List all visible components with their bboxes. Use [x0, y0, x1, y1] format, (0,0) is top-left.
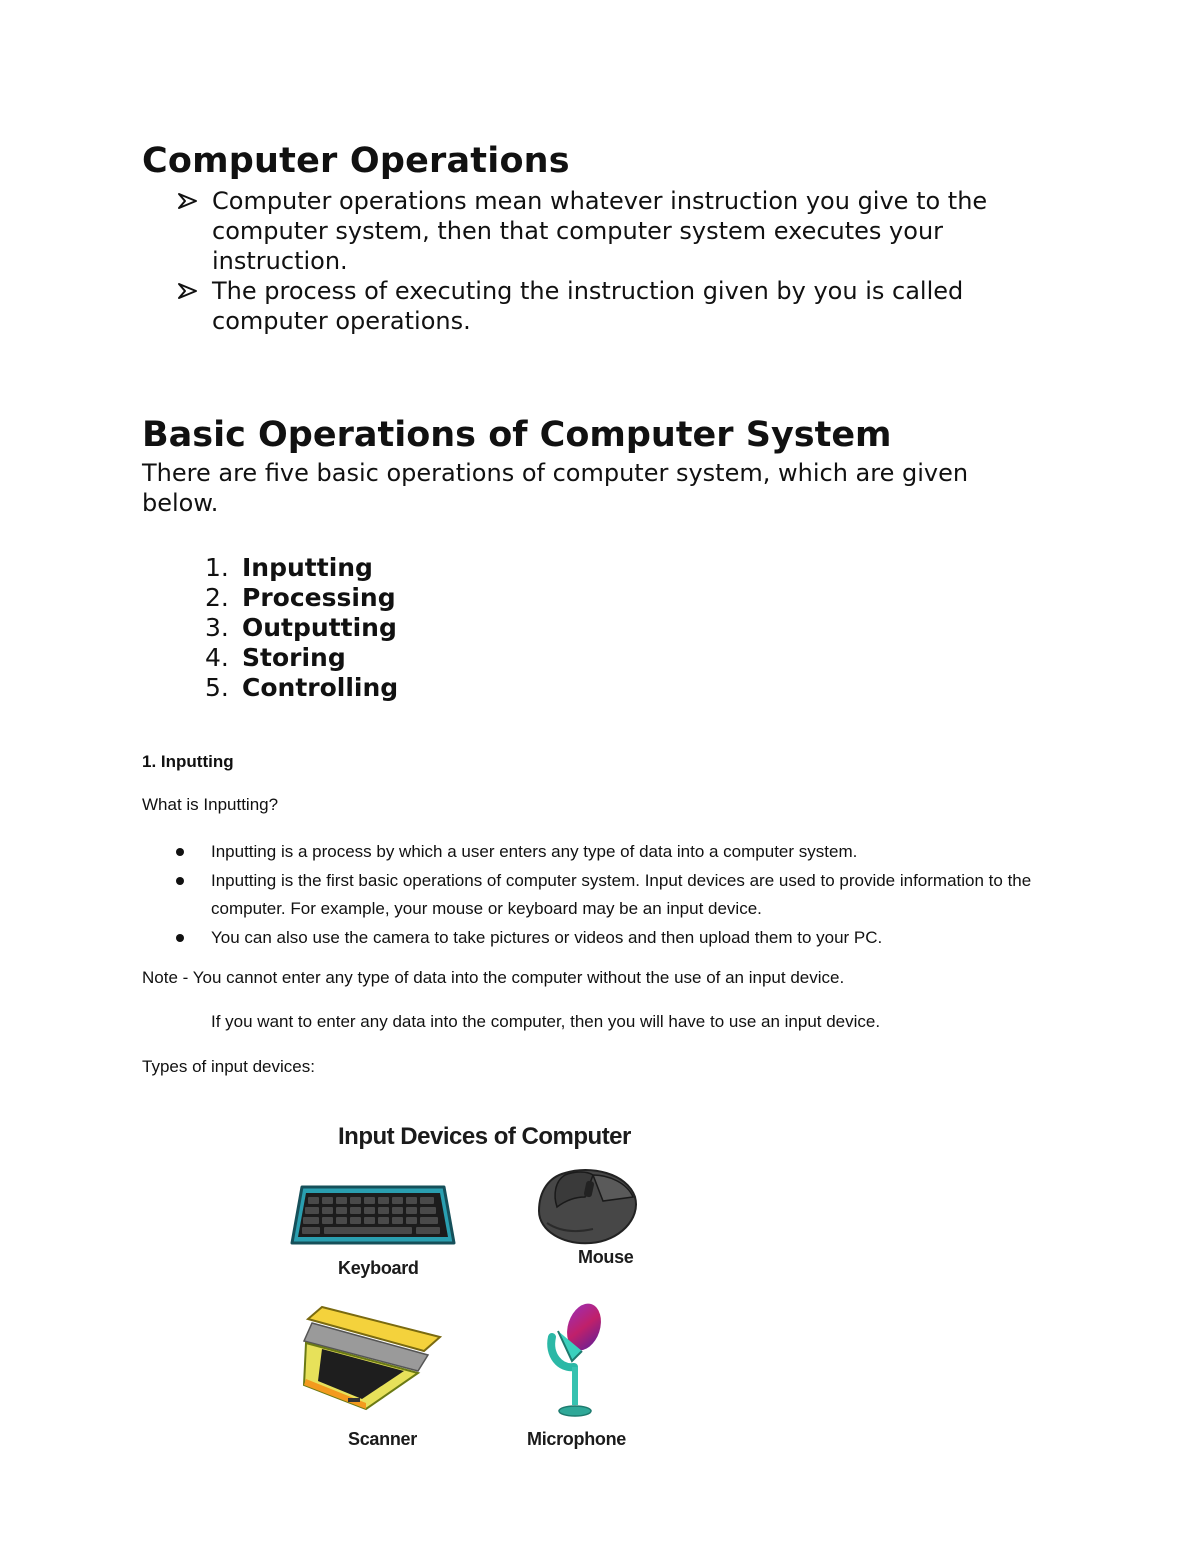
scanner-icon — [300, 1301, 445, 1411]
item-number: 3. — [205, 613, 229, 642]
item-label: Controlling — [242, 673, 399, 702]
item-label: Processing — [242, 583, 396, 612]
question-text: What is Inputting? — [142, 795, 279, 814]
bullet-dot-icon — [176, 877, 184, 885]
bullet-dot-icon — [176, 848, 184, 856]
list-item-text: Computer operations mean whatever instruction you give to the computer system, then that computer system executes your instruction. — [212, 187, 988, 275]
operations-list — [205, 553, 398, 703]
mouse-icon — [535, 1167, 640, 1247]
note-continuation: If you want to enter any data into the computer, then you will have to use an input device. — [211, 1012, 881, 1031]
list-item — [205, 673, 398, 703]
list-item — [176, 186, 1076, 276]
list-item — [205, 583, 398, 613]
item-number: 2. — [205, 583, 229, 612]
list-item — [205, 643, 398, 673]
types-label: Types of input devices: — [142, 1057, 315, 1076]
figure-title: Input Devices of Computer — [338, 1123, 631, 1150]
arrow-bullet-icon — [176, 276, 200, 306]
section-intro: There are five basic operations of computer system, which are given below. — [142, 459, 969, 517]
list-item-text: You can also use the camera to take pictures or videos and then upload them to your PC. — [211, 927, 883, 947]
list-item — [205, 613, 398, 643]
input-devices-figure — [280, 1115, 680, 1465]
list-item-text: Inputting is the first basic operations of computer system. Input devices are used to provide information to the computer. For example, your mouse or keyboard may be an input device. — [211, 870, 1032, 918]
microphone-label: Microphone — [527, 1429, 626, 1449]
inputting-bullets — [174, 838, 1054, 952]
item-label: Outputting — [242, 613, 397, 642]
item-number: 1. — [205, 553, 229, 582]
list-item — [176, 276, 1076, 336]
item-label: Inputting — [242, 553, 373, 582]
list-item-text: The process of executing the instruction given by you is called computer operations. — [212, 277, 964, 335]
list-item — [174, 838, 1054, 867]
note-text: Note - You cannot enter any type of data into the computer without the use of an input device. — [142, 968, 845, 987]
bullet-dot-icon — [176, 934, 184, 942]
item-number: 4. — [205, 643, 229, 672]
keyboard-label: Keyboard — [338, 1258, 419, 1278]
list-item-text: Inputting is a process by which a user enters any type of data into a computer system. — [211, 842, 858, 861]
item-label: Storing — [242, 643, 346, 672]
keyboard-icon — [288, 1183, 458, 1253]
list-item — [174, 924, 1054, 953]
list-item — [205, 553, 398, 583]
microphone-icon — [542, 1301, 607, 1423]
item-number: 5. — [205, 673, 229, 702]
mouse-label: Mouse — [578, 1247, 634, 1267]
list-item — [174, 867, 1054, 924]
page-title: Computer Operations — [142, 141, 570, 181]
arrow-bullet-icon — [176, 186, 200, 216]
subsection-title: 1. Inputting — [142, 752, 234, 771]
scanner-label: Scanner — [348, 1429, 417, 1449]
definition-list — [176, 186, 1076, 336]
section-heading: Basic Operations of Computer System — [142, 415, 892, 455]
